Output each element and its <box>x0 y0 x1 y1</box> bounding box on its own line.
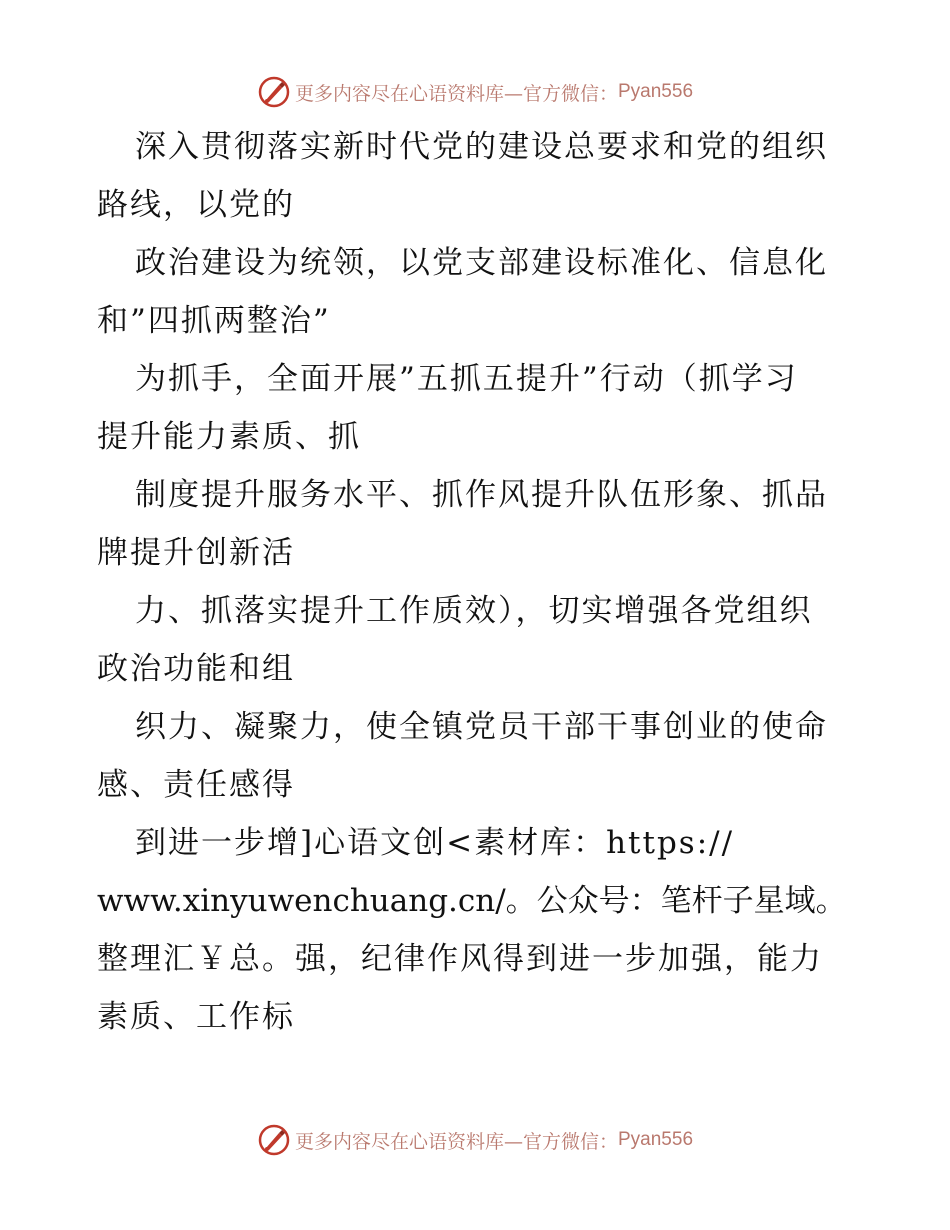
text-line: 织力、凝聚力，使全镇党员干部干事创业的使命 <box>135 709 828 745</box>
text-line: 力、抓落实提升工作质效），切实增强各党组织 <box>135 593 813 629</box>
header-watermark <box>0 72 950 112</box>
watermark-id: Pyan556 <box>618 81 694 102</box>
watermark-id: Pyan556 <box>618 1129 694 1150</box>
text-line: 政治建设为统领，以党支部建设标准化、信息化 <box>135 245 828 281</box>
text-line: 政治功能和组 <box>97 651 295 687</box>
text-line: 牌提升创新活 <box>97 535 295 571</box>
text-line: 到进一步增]心语文创<素材库：https:// <box>135 825 735 861</box>
pen-logo-icon <box>257 1123 291 1157</box>
text-line: 素质、工作标 <box>97 999 295 1035</box>
text-line: 感、责任感得 <box>97 767 295 803</box>
document-body <box>97 118 857 1046</box>
text-line: 制度提升服务水平、抓作风提升队伍形象、抓品 <box>135 477 828 513</box>
text-line: 整理汇￥总。强，纪律作风得到进一步加强，能力 <box>97 941 823 977</box>
text-line: 路线，以党的 <box>97 187 295 223</box>
text-line: 为抓手，全面开展”五抓五提升”行动（抓学习 <box>135 361 798 397</box>
text-line: www.xinyuwenchuang.cn/。公众号：笔杆子星域。 <box>97 883 847 919</box>
text-line: 提升能力素质、抓 <box>97 419 361 455</box>
watermark-text: 更多内容尽在心语资料库—官方微信： <box>294 82 618 105</box>
pen-logo-icon <box>257 75 291 109</box>
text-line: 深入贯彻落实新时代党的建设总要求和党的组织 <box>135 129 828 165</box>
text-line: 和”四抓两整治” <box>97 303 331 339</box>
watermark-text: 更多内容尽在心语资料库—官方微信： <box>294 1130 618 1153</box>
footer-watermark <box>0 1120 950 1160</box>
